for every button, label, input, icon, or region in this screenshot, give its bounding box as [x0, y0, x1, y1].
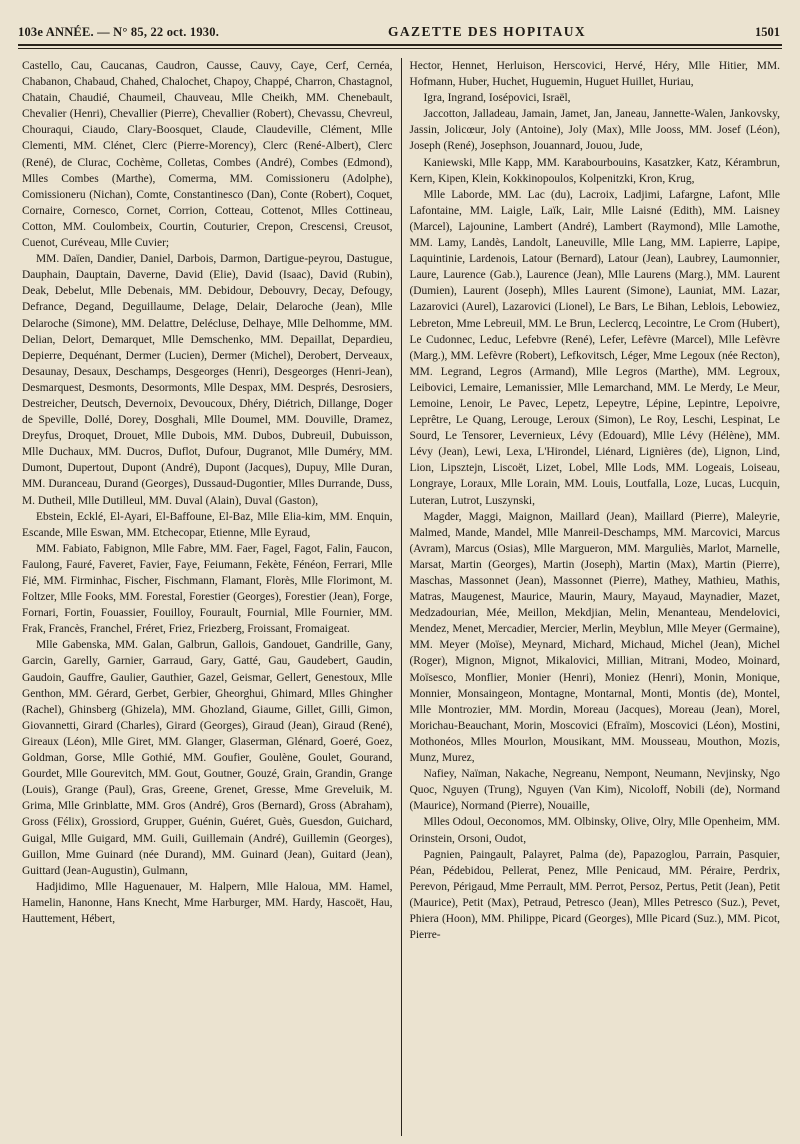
text-columns — [22, 58, 780, 1136]
issue-info: 103e ANNÉE. — N° 85, 22 oct. 1930. — [18, 25, 220, 39]
right-column — [409, 58, 780, 1136]
paragraph-j: Jaccotton, Jalladeau, Jamain, Jamet, Jan, Janeau, Jannette-Walen, Jankovsky, Jassin, Jolicœur, Joly (Antoine), Joly (Max), Mlle Jooss, MM. Josef (Léon), Joseph (René), Josephson, Jouannard, Jouou, Jude, — [409, 108, 780, 153]
page-header — [18, 12, 780, 40]
header-rule-thick — [18, 44, 782, 46]
left-column — [22, 58, 393, 1136]
paragraph-d: MM. Daïen, Dandier, Daniel, Darbois, Darmon, Dartigue-peyrou, Dastugue, Dauphain, Dauptain, Daverne, David (Elie), David (Isaac), David (Rubin), Deak, Debelut, Mlle Debenais, MM. Debidour, Debouvry, Decay, Defougy, Defrance, Degand, Deguillaume, Delage, Delair, Delaroche (Jean), Mlle Delaroche (Simone), MM. Delattre, Delécluse, Delhaye, Mlle Delhomme, MM. Delian, Delort, Demarquet, Mlle Demschenko, MM. Depaillat, Depardieu, Depierre, Dequénant, Dermer (Lucien), Dermer (Michel), Derobert, Derveaux, Desaunay, Desaux, Deschamps, Desgeorges (Henri), Desgeorges (Henri-Jean), Desmarquest, Desmonts, Desormonts, Mlle Despax, MM. Després, Desrosiers, Destreicher, Deutsch, Devernoix, Devoucoux, Dhéry, Diétrich, Dillange, Doger de Speville, Dollé, Dorey, Dosghali, Mlle Doumel, MM. Douville, Dramez, Dreyfus, Droquet, Drouet, Mlle Dubois, MM. Dubos, Dubreuil, Dubuisson, Mlle Duchaux, MM. Ducros, Duflot, Dufour, Dugranot, Mlle Duméry, MM. Dumont, Dupertout, Dupont (André), Dupont (Jacques), Dupuy, Mlle Duran, MM. Duranceau, Durand (Georges), Dussaud-Dugontier, Mlles Durrande, Duss, M. Dutheil, Mlle Dutilleul, MM. Duval (Alain), Duval (Gaston), — [22, 253, 393, 507]
paragraph-p: Pagnien, Paingault, Palayret, Palma (de), Papazoglou, Parrain, Pasquier, Péan, Pédebidou, Pellerat, Penez, Mlle Penicaud, MM. Péraire, Perdrix, Perevon, Périgaud, Mme Perrault, MM. Perrot, Persoz, Pertus, Petit (Jean), Petit (Maurice), Petit (Max), Petraud, Petresco (Jean), Mlles Petresco (Suz.), Pevet, Phiera (Hoon), MM. Philippe, Picard (Georges), Mlle Picard (Suz.), MM. Picot, Pierre- — [409, 848, 780, 942]
paragraph-o: Mlles Odoul, Oeconomos, MM. Olbinsky, Olive, Olry, Mlle Openheim, MM. Orinstein, Orsoni, Oudot, — [409, 816, 780, 845]
paragraph-f: MM. Fabiato, Fabignon, Mlle Fabre, MM. Faer, Fagel, Fagot, Falin, Faucon, Faulong, Fauré, Faveret, Favier, Faye, Feiumann, Fekète, Fénéon, Ferrari, Mlle Fié, MM. Firminhac, Fischer, Fischmann, Flamant, Florès, Mlle Florimont, M. Foltzer, Mlle Fooks, MM. Forestal, Forestier (Georges), Forestier (Jean), Forge, Fornari, Fortin, Fouassier, Fouilloy, Fourault, Fournial, Mlle Fournier, MM. Frak, Francès, Franchel, Fréret, Friez, Friezberg, Froissant, Fromaigeat. — [22, 542, 393, 636]
paragraph-h-cont: Hector, Hennet, Herluison, Herscovici, Hervé, Héry, Mlle Hitier, MM. Hofmann, Huber, Huchet, Huguemin, Huguet Huillet, Huriau, — [409, 60, 780, 89]
paragraph-e: Ebstein, Ecklé, El-Ayari, El-Baffoune, El-Baz, Mlle Elia-kim, MM. Enquin, Escande, Mlle Eswan, MM. Etchecopar, Etienne, Mlle Eyraud, — [22, 510, 393, 539]
paragraph-n: Nafiey, Naïman, Nakache, Negreanu, Nempont, Neumann, Nevjinsky, Ngo Quoc, Nguyen (Trung), Nguyen (Van Kim), Nicoloff, Nobili (de), Normand (Maurice), Normand (Pierre), Nouaille, — [409, 768, 780, 813]
paragraph-l: Mlle Laborde, MM. Lac (du), Lacroix, Ladjimi, Lafargne, Lafont, Mlle Lafontaine, MM. Laigle, Laïk, Lair, Mlle Laisné (Edith), MM. Laisney (Marcel), Lajounine, Lambert (André), Lambert (Raymond), Mlle Lamothe, MM. Lamy, Landès, Landolt, Laneuville, Mlle Lang, MM. Lapierre, Lapipe, Laquintinie, Lardenois, Latour (Bernard), Latour (Jean), Laubrey, Laumonnier, Laure, Laurence (Gab.), Laurence (Jean), Mlle Laurens (Marg.), MM. Laurent (Dumien), Laurent (Joseph), Mlles Laurent (Simone), Launiat, MM. Lazar, Lazarovici (Aurel), Lazarovici (Lionel), Le Bars, Le Bihan, Leblois, Lebowiez, Lebreton, Mme Lebreuil, MM. Le Brun, Leclercq, Lecointre, Le Crom (Hubert), Le Cudonnec, Leduc, Lefebvre (René), Lefer, Lefèvre (Marcel), Mlle Lefèvre (Marg.), MM. Lefèvre (Robert), Lefkovitsch, Léger, Mme Legoux (née Recton), MM. Legrand, Legros (Armand), Mlle Legros (Marthe), MM. Legroux, Leibovici, Lemaire, Lemanissier, Mlle Lemarchand, MM. Le Merdy, Le Meur, Lemoine, Lenoir, Le Pavec, Lepetz, Lepeytre, Lépine, Lepintre, Lepoivre, Leprêtre, Le Quang, Lerouge, Leroux (Simon), Le Roy, Leschi, Lespinat, Le Sourd, Le Tensorer, Levernieux, Lévy (Edouard), Mlle Lévy (Hélène), MM. Lévy (Jean), Lewi, Lexa, L'Hirondel, Liénard, Lignières (de), Lignon, Lind, Lion, Lipsztejn, Liscoët, Lizet, Lobel, Mlle Lods, MM. Logeais, Loiseau, Longraye, Loraux, Mlle Lorain, MM. Louis, Loutfalla, Loze, Lucas, Lucquin, Luteran, Lutrot, Luszynski, — [409, 188, 780, 507]
paragraph-m: Magder, Maggi, Maignon, Maillard (Jean), Maillard (Pierre), Maleyrie, Malmed, Mande, Mandel, Mlle Manreil-Deschamps, MM. Marcovici, Marcus (Avram), Marcus (Osias), Mlle Margueron, MM. Marguliès, Marlot, Marnelle, Marsat, Martin (Georges), Martin (Joseph), Martin (Max), Martin (Pierre), Maschas, Massonnet (Jean), Massonnet (Pierre), Mathey, Mathieu, Mathis, Matras, Maugenest, Maurice, Maurin, Maury, Mayaud, Maynadier, Mazet, Medzadourian, Mée, Meillon, Mekdjian, Melin, Menanteau, Mendelovici, Mendez, Menet, Mercadier, Mercier, Merlin, Meyblun, Mlle Meyer (Germaine), MM. Meyer (Moïse), Meynard, Michard, Michaud, Michel (Jean), Michel (Roger), Mignon, Mignot, Mikalovici, Millian, Mitrani, Modeo, Moinard, Moïsesco, Monflier, Monier (Henri), Moniez (Henri), Monin, Monique, Monnier, Monsaingeon, Montagne, Montarnal, Monti, Montis (de), Montel, Mlle Montrozier, MM. Mordin, Moreau (Jacques), Moreau (Jean), Morel, Morichau-Beauchant, Morin, Moscovici (Efraïm), Moscovici (Léon), Mostini, Mothonéos, Mlles Mourlon, Mousikant, MM. Mousseau, Mouthon, Mozis, Munz, Murez, — [409, 510, 780, 765]
paragraph-k: Kaniewski, Mlle Kapp, MM. Karabourbouins, Kasatzker, Katz, Kérambrun, Kern, Kipen, Klein, Kokkinopoulos, Kolpenitzki, Kron, Krug, — [409, 156, 780, 185]
paragraph-h: Hadjidimo, Mlle Haguenauer, M. Halpern, Mlle Haloua, MM. Hamel, Hamelin, Hanonne, Hans Knecht, Mme Harburger, MM. Hardy, Hascoët, Hau, Hauttement, Hébert, — [22, 880, 393, 925]
column-divider — [401, 58, 402, 1136]
header-rule-thin — [18, 48, 782, 49]
paragraph-i: Igra, Ingrand, Iosépovici, Israël, — [423, 92, 571, 105]
page-number: 1501 — [754, 25, 780, 39]
journal-title: GAZETTE DES HOPITAUX — [387, 24, 587, 39]
paragraph-c: Castello, Cau, Caucanas, Caudron, Causse, Cauvy, Caye, Cerf, Cernéa, Chabanon, Chabaud, Chahed, Chalochet, Chapoy, Chappé, Charron, Chastagnol, Chatain, Chaudié, Chaumeil, Chauveau, Mlle Cheikh, MM. Chenebault, Chevalier (Henri), Chevallier (Pierre), Chevallier (Robert), Chevassu, Chevreul, Chouraqui, Ciaudo, Clary-Boosquet, Claude, Claudeville, Clément, Mlle Clementi, MM. Clénet, Clerc (Pierre-Morency), Clerc (René-Albert), Clerc (René), de Clurac, Cochème, Colletas, Combes (André), Combes (Edmond), Mlles Combes (Marthe), Comerma, MM. Comissioneru (Adolphe), Comissioneru (Nichan), Comte, Constantinesco (Dan), Conte (Robert), Coquet, Cornaire, Cornesco, Cornet, Corrion, Cotteau, Cottenot, Mlles Cottineau, Cotton, MM. Coulombeix, Courtin, Couturier, Crepon, Crescensi, Creusot, Cuenot, Curéveau, Mlle Cuvier; — [22, 60, 393, 250]
paragraph-g: Mlle Gabenska, MM. Galan, Galbrun, Gallois, Gandouet, Gandrille, Gany, Garcin, Garelly, Garnier, Garraud, Gary, Gatté, Gau, Gaudebert, Gaudin, Gaudoin, Gauffre, Gaulier, Gauthier, Gazel, Geismar, Gellert, Genestoux, Mlle Genthon, MM. Gérard, Gerbet, Gerbier, Gheorghui, Ghimard, Mlles Ghingher (Rachel), Ghinsberg (Ghizela), MM. Ghozland, Giaume, Gillet, Gilli, Gimon, Giovannetti, Girard (Charles), Girard (Georges), Giraud (Jean), Giraud (René), Gireaux (Léon), Mlle Giret, MM. Glanger, Glaserman, Glénard, Goeré, Goez, Goldman, Gorse, Mlle Gothié, MM. Goufier, Goulène, Goulet, Gourand, Gourdet, Mlle Gourevitch, MM. Gout, Goutner, Gouzé, Grain, Grandin, Grange (Louis), Grange (Paul), Gras, Greene, Grenet, Gresse, Mme Greveluik, M. Grima, Mlle Grinblatte, MM. Gros (André), Gros (Bernard), Gross (Abraham), Gross (Félix), Grossiord, Grupper, Guénin, Guéret, Guès, Guesdon, Guichard, Guigal, Mlle Guigard, MM. Guili, Guillemain (André), Guillemin (Georges), Guillon, Mme Guinard (née Durand), MM. Guinard (Jean), Guitard (Jean), Guittard (Jean-Augustin), Gulmann, — [22, 639, 393, 877]
